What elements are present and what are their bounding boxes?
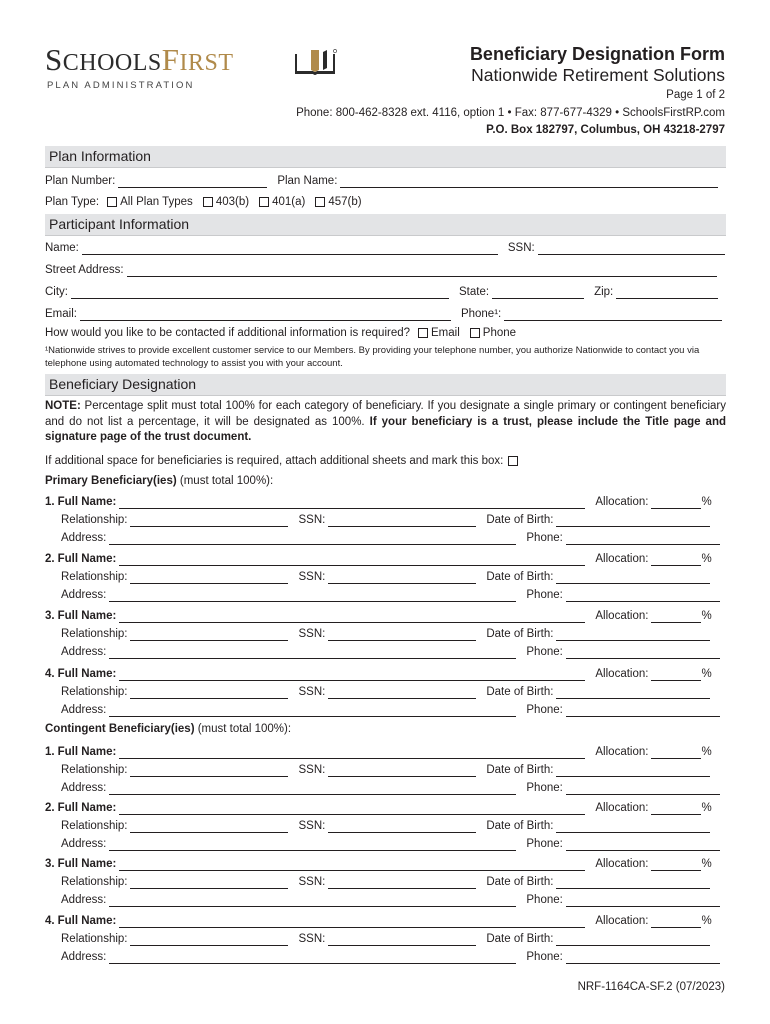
beneficiary-address-row: [45, 891, 726, 907]
beneficiary-name-row: [45, 493, 726, 509]
phone-label: Phone:: [526, 646, 563, 658]
full-name-field[interactable]: [119, 554, 585, 566]
note-text: Percentage split must total 100% for each category of beneficiary. If you designate a single primary or contingent beneficiary and do not list a percentage, it will be designated as 100%.: [45, 400, 726, 428]
relationship-field[interactable]: [130, 877, 288, 889]
checkbox[interactable]: [259, 197, 269, 207]
address-field[interactable]: [109, 705, 516, 717]
full-name-label: Full Name:: [57, 858, 117, 870]
relationship-label: Relationship:: [61, 820, 128, 832]
phone-label: Phone:: [526, 532, 563, 544]
full-name-label: Full Name:: [57, 668, 117, 680]
dob-label: Date of Birth:: [486, 876, 554, 888]
state-label: State:: [459, 286, 490, 298]
beneficiary-number: 4.: [45, 668, 55, 680]
beneficiary-relationship-row: [45, 817, 726, 833]
note-trust: If your beneficiary is a trust, please include the Title page and signature page of the trust document.: [45, 415, 726, 443]
percent-sign: %: [701, 553, 712, 565]
city-field[interactable]: [71, 287, 449, 299]
email-label: Email:: [45, 308, 77, 320]
address-label: Address:: [61, 782, 107, 794]
plan-type-option[interactable]: 457(b): [315, 195, 361, 209]
phone-field[interactable]: [566, 533, 720, 545]
allocation-field[interactable]: [651, 611, 701, 623]
dob-field[interactable]: [556, 629, 710, 641]
ssn-label: SSN:: [298, 876, 326, 888]
beneficiary-number: 3.: [45, 610, 55, 622]
relationship-label: Relationship:: [61, 514, 128, 526]
allocation-label: Allocation:: [595, 802, 649, 814]
beneficiary-number: 2.: [45, 802, 55, 814]
relationship-label: Relationship:: [61, 686, 128, 698]
additional-space-row: [45, 452, 726, 468]
dob-field[interactable]: [556, 572, 710, 584]
beneficiary-relationship-row: [45, 511, 726, 527]
email-row: [45, 305, 726, 321]
checkbox[interactable]: [107, 197, 117, 207]
dob-field[interactable]: [556, 821, 710, 833]
relationship-label: Relationship:: [61, 571, 128, 583]
contingent-heading: Contingent Beneficiary(ies) (must total 100%):: [45, 723, 292, 735]
zip-field[interactable]: [616, 287, 718, 299]
relationship-label: Relationship:: [61, 876, 128, 888]
beneficiary-relationship-row: [45, 625, 726, 641]
additional-sheets-checkbox[interactable]: [508, 456, 518, 466]
percent-sign: %: [701, 496, 712, 508]
primary-heading: Primary Beneficiary(ies) (must total 100%):: [45, 475, 274, 487]
plan-number-row: [45, 172, 726, 188]
beneficiary-address-row: [45, 948, 726, 964]
allocation-label: Allocation:: [595, 858, 649, 870]
allocation-field[interactable]: [651, 747, 701, 759]
section-title: Participant Information: [49, 216, 190, 232]
percent-sign: %: [701, 610, 712, 622]
ssn-field[interactable]: [328, 629, 476, 641]
dob-label: Date of Birth:: [486, 820, 554, 832]
ssn-label: SSN:: [298, 571, 326, 583]
beneficiary-name-row: [45, 912, 726, 928]
allocation-label: Allocation:: [595, 610, 649, 622]
address-label: Address:: [61, 589, 107, 601]
full-name-field[interactable]: [119, 611, 585, 623]
full-name-field[interactable]: [119, 859, 585, 871]
dob-field[interactable]: [556, 687, 710, 699]
beneficiary-relationship-row: [45, 873, 726, 889]
page-number: Page 1 of 2: [666, 89, 725, 101]
city-label: City:: [45, 286, 68, 298]
phone-label: Phone:: [526, 894, 563, 906]
allocation-label: Allocation:: [595, 746, 649, 758]
street-label: Street Address:: [45, 264, 124, 276]
logo-subtitle: PLAN ADMINISTRATION: [47, 80, 195, 91]
phone-field[interactable]: [504, 309, 722, 321]
address-field[interactable]: [109, 952, 516, 964]
contact-info: Phone: 800-462-8328 ext. 4116, option 1 • Fax: 877-677-4329 • SchoolsFirstRP.com: [296, 107, 725, 119]
dob-label: Date of Birth:: [486, 571, 554, 583]
beneficiary-relationship-row: [45, 930, 726, 946]
ssn-field[interactable]: [328, 934, 476, 946]
dob-field[interactable]: [556, 765, 710, 777]
plan-number-label: Plan Number:: [45, 175, 116, 187]
mailing-address: P.O. Box 182797, Columbus, OH 43218-2797: [486, 124, 725, 136]
full-name-label: Full Name:: [57, 610, 117, 622]
ssn-label: SSN:: [298, 514, 326, 526]
section-title: Beneficiary Designation: [49, 376, 197, 392]
dob-label: Date of Birth:: [486, 686, 554, 698]
ssn-field[interactable]: [538, 243, 725, 255]
beneficiary-address-row: [45, 643, 726, 659]
percent-sign: %: [701, 668, 712, 680]
checkbox[interactable]: [470, 328, 480, 338]
plan-name-label: Plan Name:: [277, 175, 338, 187]
relationship-field[interactable]: [130, 572, 288, 584]
allocation-field[interactable]: [651, 497, 701, 509]
beneficiary-address-row: [45, 586, 726, 602]
percent-sign: %: [701, 746, 712, 758]
ssn-label: SSN:: [298, 628, 326, 640]
plan-type-option[interactable]: 403(b): [203, 195, 249, 209]
book-icon: [293, 48, 337, 78]
beneficiary-note: [45, 399, 726, 446]
form-title: Beneficiary Designation Form: [469, 44, 725, 64]
address-field[interactable]: [109, 839, 516, 851]
phone-field[interactable]: [566, 952, 720, 964]
percent-sign: %: [701, 915, 712, 927]
plan-type-option[interactable]: 401(a): [259, 195, 305, 209]
beneficiary-number: 3.: [45, 858, 55, 870]
phone-label: Phone:: [526, 782, 563, 794]
allocation-label: Allocation:: [595, 668, 649, 680]
beneficiary-number: 4.: [45, 915, 55, 927]
beneficiary-address-row: [45, 529, 726, 545]
section-title: Plan Information: [49, 148, 151, 164]
ssn-label: SSN:: [507, 242, 535, 254]
name-field[interactable]: [82, 243, 498, 255]
section-plan-information: [45, 146, 726, 168]
address-label: Address:: [61, 838, 107, 850]
allocation-label: Allocation:: [595, 915, 649, 927]
relationship-field[interactable]: [130, 934, 288, 946]
ssn-field[interactable]: [328, 765, 476, 777]
full-name-label: Full Name:: [57, 553, 117, 565]
phone-field[interactable]: [566, 783, 720, 795]
relationship-field[interactable]: [130, 821, 288, 833]
address-field[interactable]: [109, 647, 516, 659]
plan-name-field[interactable]: [340, 176, 718, 188]
zip-label: Zip:: [594, 286, 614, 298]
phone-label: Phone:: [526, 589, 563, 601]
checkbox[interactable]: [203, 197, 213, 207]
beneficiary-relationship-row: [45, 683, 726, 699]
phone-field[interactable]: [566, 895, 720, 907]
ssn-field[interactable]: [328, 572, 476, 584]
checkbox[interactable]: [418, 328, 428, 338]
dob-field[interactable]: [556, 515, 710, 527]
form-subtitle: Nationwide Retirement Solutions: [471, 65, 725, 85]
phone-label: Phone:: [526, 838, 563, 850]
ssn-label: SSN:: [298, 820, 326, 832]
form-id: NRF-1164CA-SF.2 (07/2023): [577, 981, 725, 993]
dob-label: Date of Birth:: [486, 933, 554, 945]
contact-preference-row: [45, 324, 726, 340]
contact-option-email[interactable]: Email: [418, 326, 460, 340]
relationship-field[interactable]: [130, 515, 288, 527]
city-row: [45, 283, 726, 299]
ssn-label: SSN:: [298, 764, 326, 776]
phone-label: Phone¹:: [460, 308, 502, 320]
street-row: [45, 261, 726, 277]
plan-number-field[interactable]: [118, 176, 267, 188]
ssn-label: SSN:: [298, 933, 326, 945]
dob-label: Date of Birth:: [486, 514, 554, 526]
participant-name-row: [45, 239, 726, 255]
plan-type-option[interactable]: All Plan Types: [107, 195, 193, 209]
plan-type-row: [45, 193, 726, 209]
beneficiary-name-row: [45, 855, 726, 871]
relationship-field[interactable]: [130, 629, 288, 641]
full-name-label: Full Name:: [57, 746, 117, 758]
phone-field[interactable]: [566, 590, 720, 602]
full-name-field[interactable]: [119, 497, 585, 509]
full-name-label: Full Name:: [57, 496, 117, 508]
address-label: Address:: [61, 532, 107, 544]
beneficiary-number: 2.: [45, 553, 55, 565]
allocation-field[interactable]: [651, 916, 701, 928]
phone-label: Phone:: [526, 704, 563, 716]
note-label: NOTE:: [45, 400, 81, 412]
full-name-label: Full Name:: [57, 802, 117, 814]
address-label: Address:: [61, 951, 107, 963]
full-name-field[interactable]: [119, 916, 585, 928]
phone-field[interactable]: [566, 839, 720, 851]
email-field[interactable]: [80, 309, 451, 321]
beneficiary-name-row: [45, 550, 726, 566]
dob-field[interactable]: [556, 877, 710, 889]
address-field[interactable]: [109, 590, 516, 602]
phone-label: Phone:: [526, 951, 563, 963]
allocation-label: Allocation:: [595, 553, 649, 565]
contact-question: How would you like to be contacted if additional information is required?: [45, 327, 411, 339]
dob-field[interactable]: [556, 934, 710, 946]
relationship-label: Relationship:: [61, 764, 128, 776]
dob-label: Date of Birth:: [486, 764, 554, 776]
ssn-field[interactable]: [328, 877, 476, 889]
address-label: Address:: [61, 894, 107, 906]
logo-wordmark: SCHOOLSFIRST: [45, 42, 234, 77]
beneficiary-number: 1.: [45, 746, 55, 758]
allocation-field[interactable]: [651, 803, 701, 815]
contact-option-phone[interactable]: Phone: [470, 326, 516, 340]
full-name-label: Full Name:: [57, 915, 117, 927]
address-label: Address:: [61, 646, 107, 658]
ssn-field[interactable]: [328, 687, 476, 699]
schoolsfirst-logo: [45, 42, 345, 92]
beneficiary-number: 1.: [45, 496, 55, 508]
beneficiary-name-row: [45, 607, 726, 623]
dob-label: Date of Birth:: [486, 628, 554, 640]
phone-field[interactable]: [566, 647, 720, 659]
beneficiary-address-row: [45, 701, 726, 717]
name-label: Name:: [45, 242, 79, 254]
allocation-field[interactable]: [651, 859, 701, 871]
full-name-field[interactable]: [119, 747, 585, 759]
ssn-field[interactable]: [328, 515, 476, 527]
percent-sign: %: [701, 858, 712, 870]
beneficiary-relationship-row: [45, 568, 726, 584]
relationship-field[interactable]: [130, 687, 288, 699]
address-field[interactable]: [109, 895, 516, 907]
allocation-label: Allocation:: [595, 496, 649, 508]
ssn-field[interactable]: [328, 821, 476, 833]
allocation-field[interactable]: [651, 669, 701, 681]
full-name-field[interactable]: [119, 669, 585, 681]
street-field[interactable]: [127, 265, 717, 277]
state-field[interactable]: [492, 287, 584, 299]
relationship-label: Relationship:: [61, 933, 128, 945]
address-label: Address:: [61, 704, 107, 716]
address-field[interactable]: [109, 533, 516, 545]
beneficiary-name-row: [45, 665, 726, 681]
ssn-label: SSN:: [298, 686, 326, 698]
address-field[interactable]: [109, 783, 516, 795]
section-beneficiary-designation: [45, 374, 726, 396]
beneficiary-relationship-row: [45, 761, 726, 777]
beneficiary-name-row: [45, 799, 726, 815]
beneficiary-address-row: [45, 835, 726, 851]
full-name-field[interactable]: [119, 803, 585, 815]
allocation-field[interactable]: [651, 554, 701, 566]
phone-footnote: ¹Nationwide strives to provide excellent customer service to our Members. By providing your telephone number, you authorize Nationwide to contact you via telephone using automated technology to assist you with your account.: [45, 345, 700, 369]
section-participant-information: [45, 214, 726, 236]
additional-space-label: If additional space for beneficiaries is required, attach additional sheets and mark this box:: [45, 455, 504, 467]
plan-type-label: Plan Type:: [45, 196, 100, 208]
phone-field[interactable]: [566, 705, 720, 717]
beneficiary-address-row: [45, 779, 726, 795]
relationship-field[interactable]: [130, 765, 288, 777]
beneficiary-name-row: [45, 743, 726, 759]
percent-sign: %: [701, 802, 712, 814]
relationship-label: Relationship:: [61, 628, 128, 640]
checkbox[interactable]: [315, 197, 325, 207]
